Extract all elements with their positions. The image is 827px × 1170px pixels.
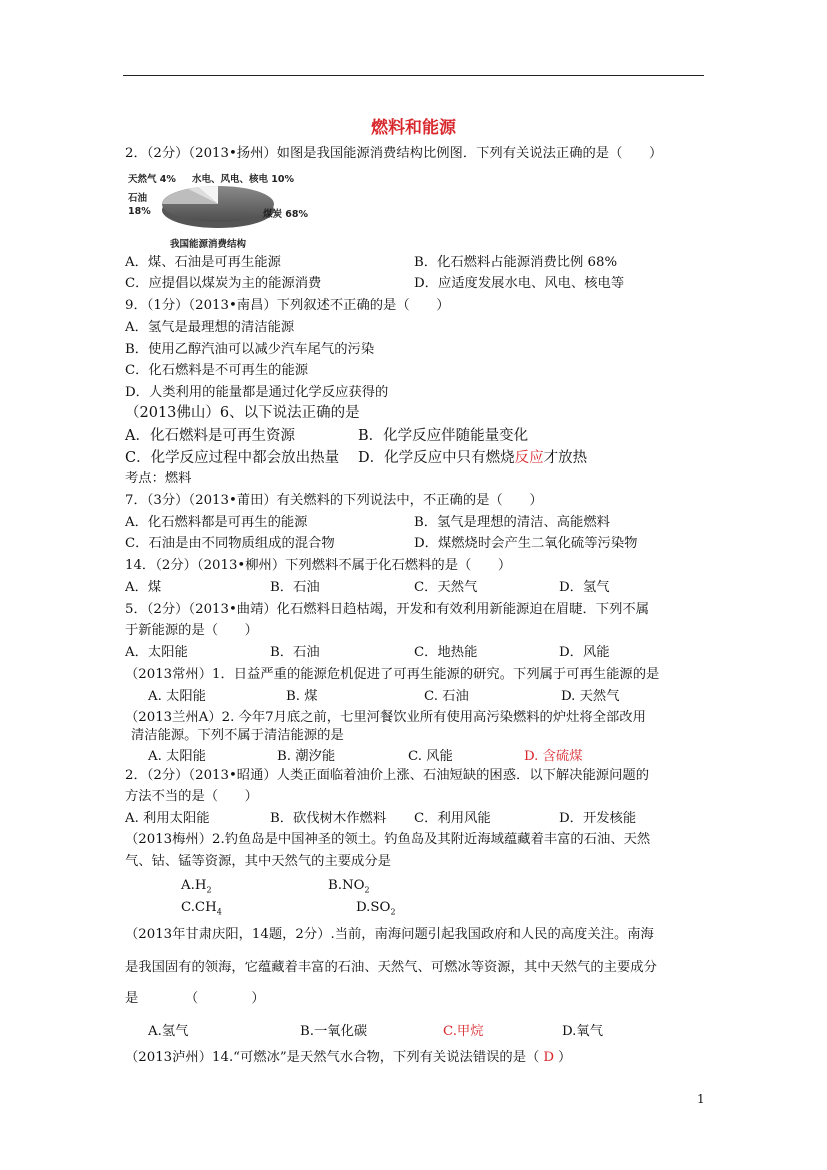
option-a: A．氢气是最理想的清洁能源 — [125, 320, 295, 335]
option-d-text-end: 才放热 — [543, 450, 588, 466]
option-a: A．煤、石油是可再生能源 — [125, 255, 281, 270]
option-c: C．石油是由不同物质组成的混合物 — [125, 536, 335, 551]
option-b: B．氢气是理想的清洁、高能燃料 — [414, 515, 610, 530]
option-b: B.一氧化碳 — [300, 1024, 368, 1039]
option-b — [328, 877, 370, 900]
option-a-subscript: 2 — [206, 885, 212, 895]
option-b-subscript: 2 — [364, 885, 370, 895]
chart-label-gas: 天然气 4% — [128, 174, 176, 185]
option-b: B．石油 — [270, 580, 320, 595]
option-c: C. 风能 — [408, 749, 453, 764]
option-a — [181, 877, 212, 900]
option-d: D．煤燃烧时会产生二氧化硫等污染物 — [414, 536, 638, 551]
option-d: D．开发核能 — [559, 811, 637, 826]
chart-label-coal: 煤炭 68% — [263, 209, 309, 220]
option-c: C．地热能 — [414, 645, 478, 660]
chart-label-oil: 石油 — [128, 193, 148, 204]
option-c: C. 石油 — [424, 689, 469, 704]
question-stem: （2013佛山）6、以下说法正确的是 — [125, 405, 360, 421]
option-c: C.甲烷 — [443, 1024, 484, 1039]
option-d-formula: D.SO — [356, 900, 391, 915]
chart-label-oil-pct: 18% — [128, 206, 151, 217]
answer-mark: D — [543, 1050, 554, 1065]
option-b: B．化学反应伴随能量变化 — [358, 428, 529, 444]
option-d: D．氢气 — [559, 580, 610, 595]
option-d-highlight: 反应 — [514, 450, 544, 466]
question-stem-cont: 是我国固有的领海，它蕴藏着丰富的石油、天然气、可燃冰等资源，其中天然气的主要成分 — [125, 960, 657, 975]
chart-label-hydro: 水电、风电、核电 10% — [192, 174, 295, 185]
option-b: B．化石燃料占能源消费比例 68% — [414, 255, 618, 270]
option-a: A．太阳能 — [125, 645, 188, 660]
option-a-formula: A.H — [181, 878, 207, 893]
option-b: B．砍伐树木作燃料 — [270, 811, 387, 826]
option-d: D. 天然气 — [561, 689, 620, 704]
question-stem-cont: 方法不当的是（ ） — [125, 789, 258, 804]
option-a: A. 利用太阳能 — [125, 811, 210, 826]
option-a: A. 太阳能 — [148, 689, 206, 704]
question-stem: 5．（2分）（2013•曲靖）化石燃料日趋枯竭，开发和有效利用新能源迫在眉睫．下列不属 — [125, 602, 649, 617]
option-c: C．化石燃料是不可再生的能源 — [125, 363, 309, 378]
option-d: D.氧气 — [562, 1024, 604, 1039]
option-d-text: D．化学反应中只有燃烧 — [358, 450, 515, 466]
header-rule — [123, 75, 704, 76]
option-c-formula: C.CH — [181, 900, 217, 915]
question-stem: 14．（2分）（2013•柳州）下列燃料不属于化石燃料的是（ ） — [125, 558, 512, 573]
option-c: C．化学反应过程中都会放出热量 — [125, 450, 340, 466]
option-d: D．风能 — [559, 645, 610, 660]
option-c: C．天然气 — [414, 580, 478, 595]
question-stem-cont: 气、钴、锰等资源，其中天然气的主要成分是 — [125, 854, 391, 869]
chart-title: 我国能源消费结构 — [170, 239, 247, 250]
option-d: D. 含硫煤 — [524, 749, 583, 764]
question-stem: （2013年甘肃庆阳，14题，2分）.当前，南海问题引起我国政府和人民的高度关注。南海 — [125, 927, 654, 942]
option-a: A．煤 — [125, 580, 162, 595]
question-stem: 9．（1分）（2013•南昌）下列叙述不正确的是（ ） — [125, 298, 450, 313]
question-stem: 7．（3分）（2013•莆田）有关燃料的下列说法中，不正确的是（ ） — [125, 493, 543, 508]
option-b: B. 煤 — [286, 689, 318, 704]
option-d — [358, 449, 587, 467]
question-stem — [125, 1049, 571, 1067]
option-d — [356, 899, 396, 922]
option-b: B. 潮汐能 — [277, 749, 336, 764]
option-d: D．应适度发展水电、风电、核电等 — [414, 276, 625, 291]
option-a: A．化石燃料都是可再生的能源 — [125, 515, 308, 530]
question-stem-cont: 于新能源的是（ ） — [125, 623, 258, 638]
question-stem-text: （2013泸州）14.“可燃冰”是天然气水合物，下列有关说法错误的是（ — [125, 1050, 540, 1065]
question-stem: 2．（2分）（2013•昭通）人类正面临着油价上涨、石油短缺的困惑．以下解决能源问题的 — [125, 768, 649, 783]
question-stem: 2．（2分）（2013•扬州）如图是我国能源消费结构比例图．下列有关说法正确的是（ ） — [125, 146, 663, 161]
option-b: B．石油 — [270, 645, 320, 660]
option-c — [181, 899, 222, 922]
topic-note: 考点：燃料 — [125, 471, 192, 486]
page-number: 1 — [697, 1092, 705, 1106]
question-stem: （2013兰州A）2. 今年7月底之前，七里河餐饮业所有使用高污染燃料的炉灶将全部改用 — [125, 710, 646, 725]
option-c: C．应提倡以煤炭为主的能源消费 — [125, 276, 322, 291]
option-a: A．化石燃料是可再生资源 — [125, 428, 295, 444]
question-stem-cont: 清洁能源。下列不属于清洁能源的是 — [131, 728, 344, 743]
option-a: A.氢气 — [148, 1024, 189, 1039]
option-c-subscript: 4 — [216, 907, 222, 917]
question-stem: （2013梅州）2.钓鱼岛是中国神圣的领土。钓鱼岛及其附近海域蕴藏着丰富的石油、天然 — [125, 832, 651, 847]
question-stem-end: 是 （ ） — [125, 991, 265, 1006]
option-c: C．利用风能 — [414, 811, 491, 826]
energy-pie-chart — [126, 170, 316, 252]
option-b: B．使用乙醇汽油可以减少汽车尾气的污染 — [125, 342, 375, 357]
question-stem: （2013常州）1．日益严重的能源危机促进了可再生能源的研究。下列属于可再生能源的是 — [125, 667, 660, 682]
page-title: 燃料和能源 — [371, 118, 456, 138]
question-stem-close: ） — [557, 1050, 572, 1065]
option-a: A. 太阳能 — [148, 749, 206, 764]
option-d: D．人类利用的能量都是通过化学反应获得的 — [125, 385, 389, 400]
option-b-formula: B.NO — [328, 878, 365, 893]
option-d-subscript: 2 — [390, 907, 396, 917]
